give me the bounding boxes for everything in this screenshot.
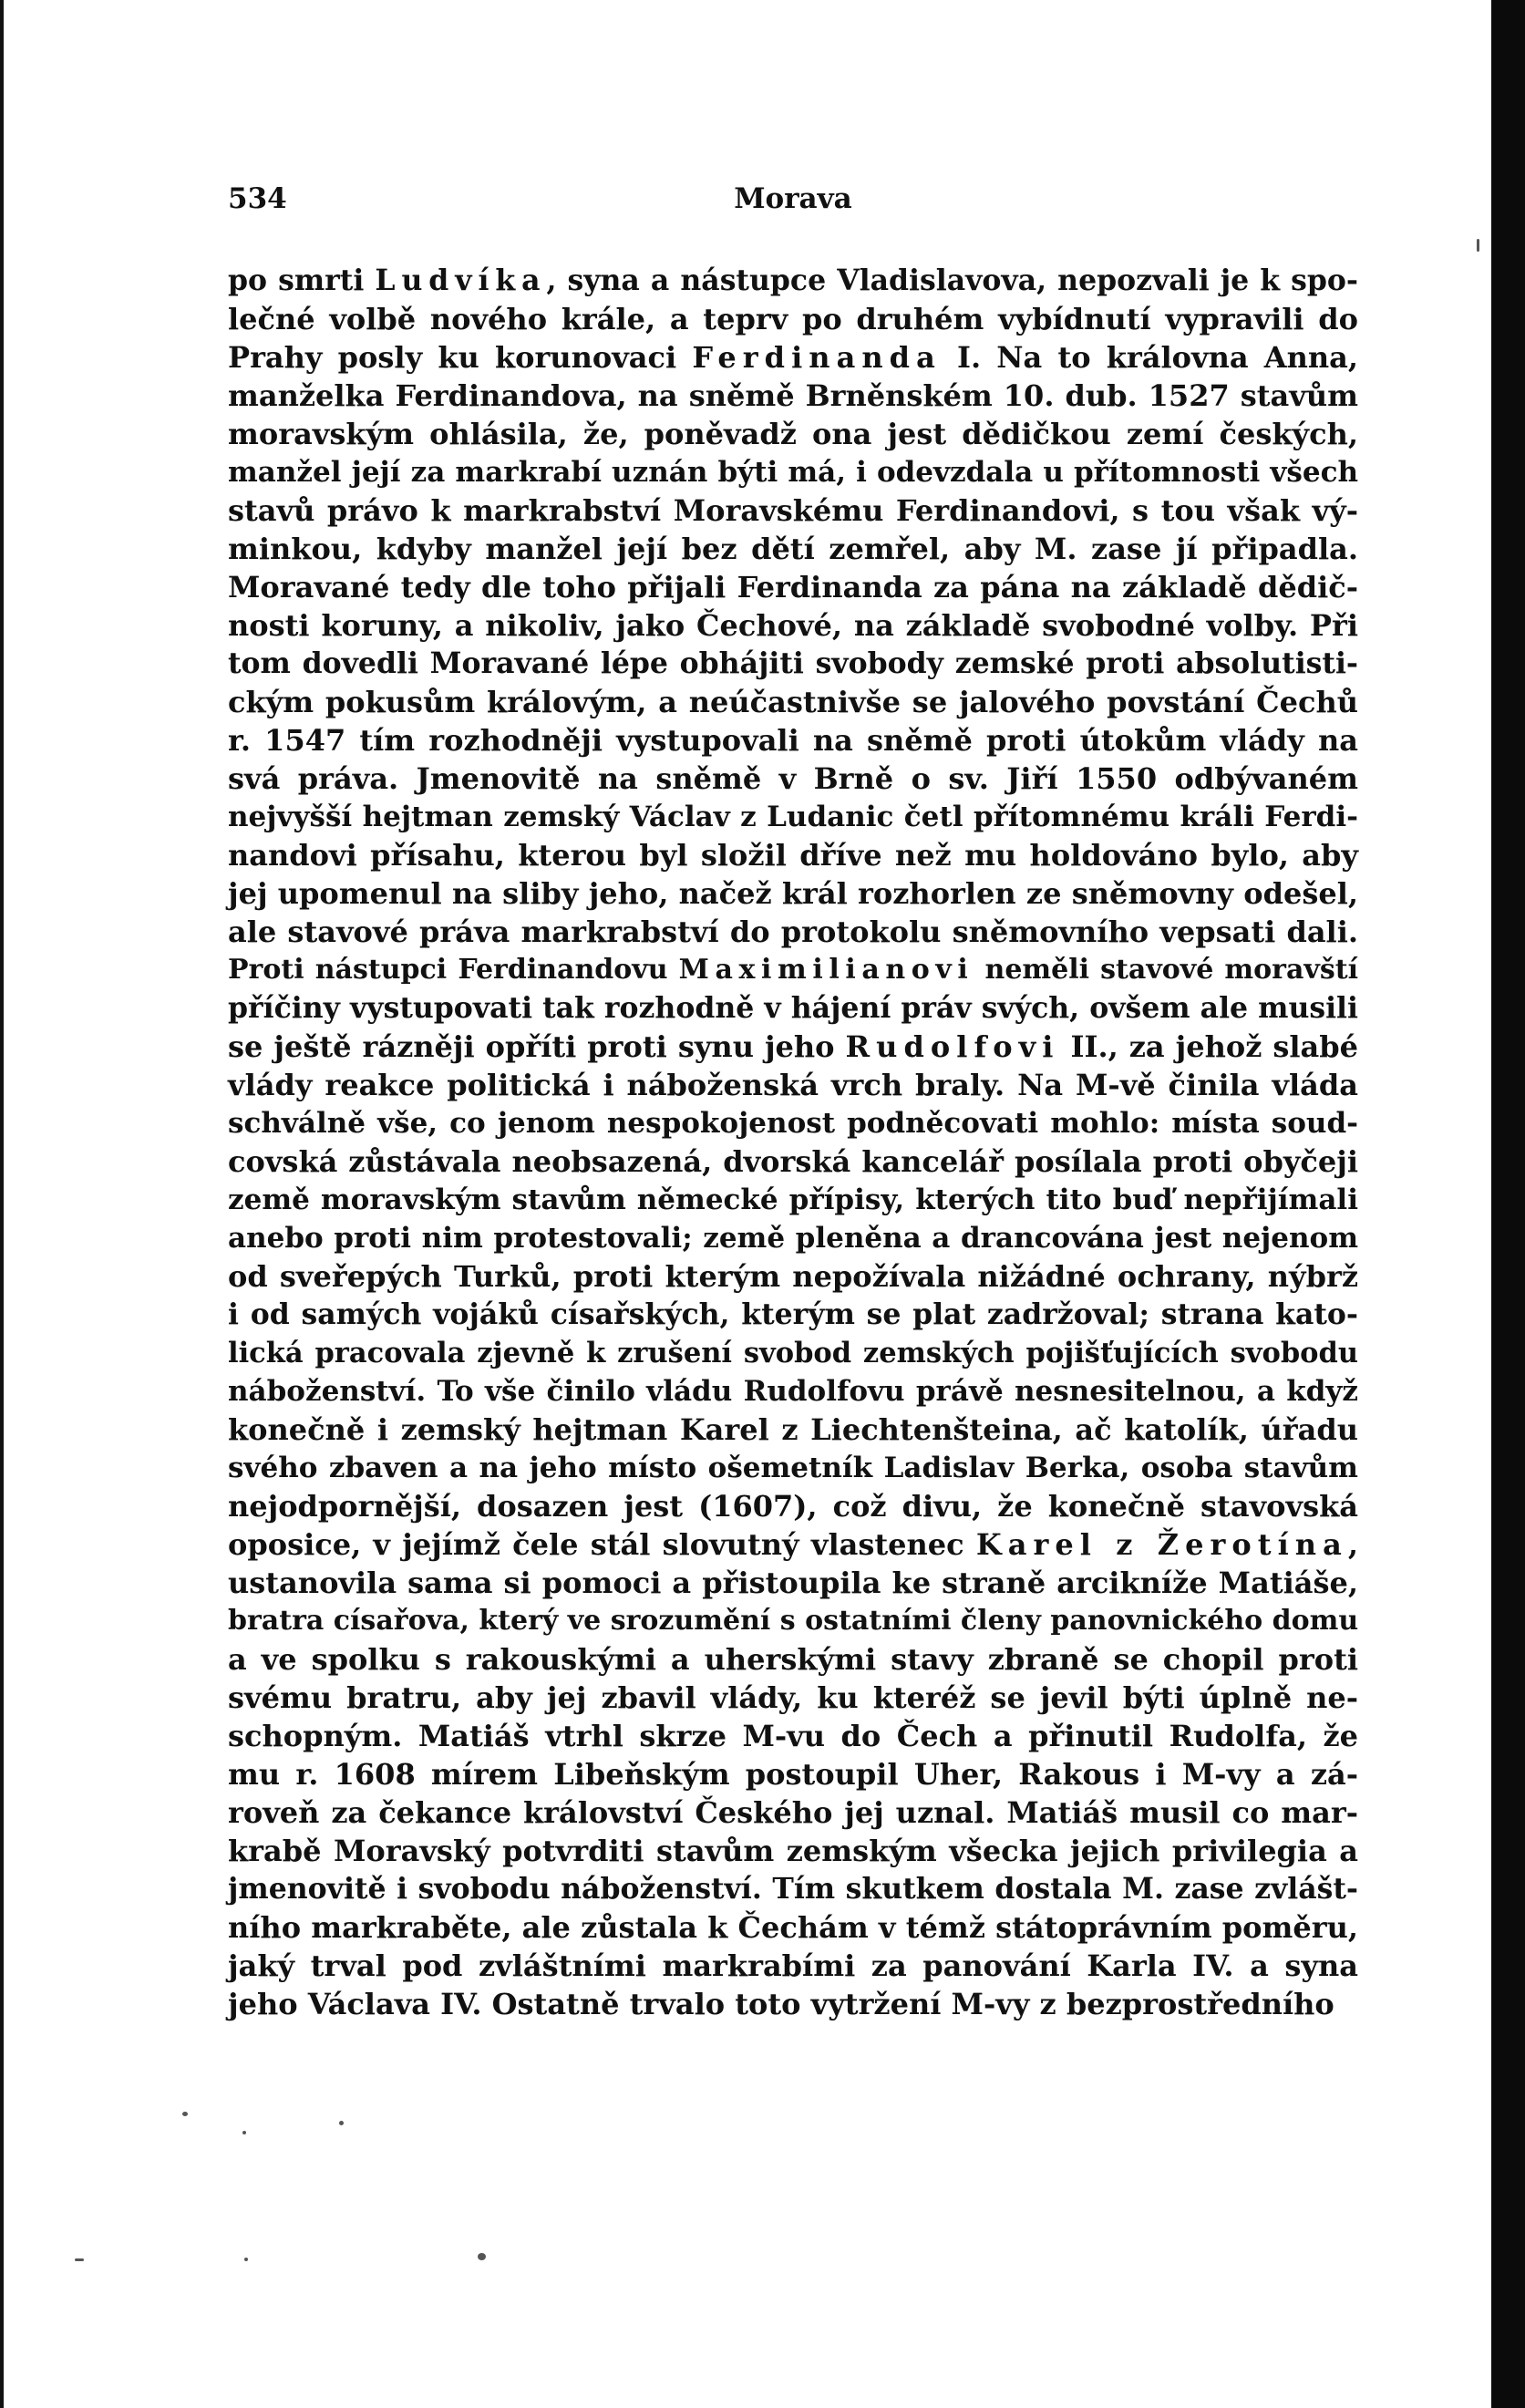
text-segment: I. Na to královna Anna,: [941, 340, 1359, 375]
text-line: [228, 645, 1358, 683]
text-line: [228, 1219, 1358, 1257]
text-segment: od sveřepých Turků, proti kterým nepožívala nižádné ochrany, nýbrž: [228, 1259, 1358, 1294]
text-line: [228, 1679, 1358, 1717]
text-segment: lečné volbě nového krále, a teprv po druhém vybídnutí vypravili do: [228, 302, 1358, 336]
text-line: [228, 1257, 1358, 1296]
page-header: [228, 182, 1358, 228]
text-segment: náboženství. To vše činilo vládu Rudolfovu právě nesnesitelnou, a když: [228, 1375, 1358, 1408]
text-line: [228, 568, 1358, 606]
print-speck: [182, 2112, 188, 2116]
text-segment: moravským ohlásila, že, poněvadž ona jest dědičkou zemí českých,: [228, 417, 1358, 451]
text-segment: , syna a nástupce Vladislavova, nepozvali je k spo-: [546, 264, 1358, 297]
text-line: [228, 1908, 1358, 1947]
text-line: [228, 721, 1358, 760]
text-line: [228, 683, 1358, 721]
text-line: [228, 1793, 1358, 1832]
text-segment: stavů právo k markrabství Moravskému Ferdinandovi, s tou však vý-: [228, 493, 1358, 528]
text-segment: krabě Moravský potvrditi stavům zemským všecka jejich privilegia a: [228, 1834, 1358, 1868]
text-line: [228, 760, 1358, 798]
text-segment: mu r. 1608 mírem Libeňským postoupil Uher, Rakous i M-vy a zá-: [228, 1757, 1358, 1792]
text-segment: ckým pokusům královým, a neúčastnivše se jalového povstání Čechů: [228, 685, 1358, 719]
text-segment: i od samých vojáků císařských, kterým se plat zadržoval; strana kato-: [228, 1297, 1358, 1331]
spaced-name: Rudolfovi: [845, 1029, 1060, 1064]
text-segment: země moravským stavům německé přípisy, kterých tito buď nepřijímali: [228, 1183, 1358, 1216]
text-segment: manželka Ferdinandova, na sněmě Brněnském 10. dub. 1527 stavům: [228, 378, 1358, 413]
spaced-name: Ferdinanda: [692, 340, 942, 375]
text-segment: jej upomenul na sliby jeho, načež král rozhorlen ze sněmovny odešel,: [228, 876, 1358, 911]
print-speck: [478, 2253, 486, 2260]
text-line: [228, 1487, 1358, 1525]
scan-border: [1491, 0, 1525, 2408]
text-segment: ale stavové práva markrabství do protokolu sněmovního vepsati dali.: [228, 915, 1358, 949]
text-segment: schopným. Matiáš vtrhl skrze M-vu do Čech a přinutil Rudolfa, že: [228, 1719, 1358, 1753]
text-segment: a ve spolku s rakouskými a uherskými stavy zbraně se chopil proti: [228, 1642, 1358, 1677]
text-line: [228, 1525, 1358, 1564]
text-segment: příčiny vystupovati tak rozhodně v hájení práv svých, ovšem ale musili: [228, 991, 1358, 1025]
text-line: [228, 951, 1358, 989]
body-text: [228, 262, 1358, 2023]
text-line: [228, 798, 1358, 836]
text-line: [228, 1411, 1358, 1449]
book-page: [4, 0, 1491, 2408]
text-line: [228, 1564, 1358, 1602]
text-line: [228, 1372, 1358, 1411]
text-line: [228, 836, 1358, 874]
spaced-name: Maximilianovi: [678, 954, 974, 986]
text-segment: jaký trval pod zvláštními markrabími za panování Karla IV. a syna: [228, 1948, 1358, 1983]
running-head: Morava: [734, 182, 852, 215]
text-segment: minkou, kdyby manžel její bez dětí zemřel, aby M. zase jí připadla.: [228, 532, 1358, 566]
text-segment: neměli stavové moravští: [974, 954, 1359, 986]
text-line: [228, 1985, 1358, 2023]
text-segment: covská zůstávala neobsazená, dvorská kancelář posílala proti obyčeji: [228, 1144, 1358, 1179]
text-line: [228, 1947, 1358, 1985]
page-number: 534: [228, 182, 287, 215]
text-segment: nosti koruny, a nikoliv, jako Čechové, na základě svobodné volby. Při: [228, 608, 1358, 643]
text-segment: konečně i zemský hejtman Karel z Liechtenšteina, ač katolík, úřadu: [228, 1412, 1358, 1447]
text-line: [228, 874, 1358, 913]
text-line: [228, 453, 1358, 491]
text-line: [228, 1755, 1358, 1793]
text-segment: II., za jehož slabé: [1059, 1029, 1359, 1064]
text-line: [228, 1028, 1358, 1066]
text-line: [228, 913, 1358, 951]
text-line: [228, 1066, 1358, 1104]
text-line: [228, 415, 1358, 453]
text-segment: Prahy posly ku korunovaci: [228, 340, 693, 375]
text-segment: ního markraběte, ale zůstala k Čechám v témž státoprávním poměru,: [228, 1910, 1358, 1945]
text-line: [228, 1296, 1358, 1334]
text-line: [228, 300, 1358, 338]
text-line: [228, 377, 1358, 415]
text-segment: manžel její za markrabí uznán býti má, i odevzdala u přítomnosti všech: [228, 456, 1358, 489]
print-speck: [1477, 239, 1479, 252]
text-line: [228, 1717, 1358, 1755]
text-line: [228, 1832, 1358, 1870]
text-line: [228, 1334, 1358, 1372]
text-line: [228, 1640, 1358, 1679]
text-segment: tom dovedli Moravané lépe obhájiti svobody zemské proti absolutisti-: [228, 646, 1358, 680]
text-segment: nandovi přísahu, kterou byl složil dříve než mu holdováno bylo, aby: [228, 838, 1358, 873]
text-segment: jmenovitě i svobodu náboženství. Tím skutkem dostala M. zase zvlášt-: [228, 1872, 1358, 1906]
text-line: [228, 1602, 1358, 1640]
text-line: [228, 262, 1358, 300]
text-line: [228, 338, 1358, 377]
text-segment: ustanovila sama si pomoci a přistoupila ke straně arcikníže Matiáše,: [228, 1566, 1358, 1600]
text-segment: po smrti: [228, 264, 376, 297]
text-segment: roveň za čekance království Českého jej uznal. Matiáš musil co mar-: [228, 1795, 1358, 1830]
text-segment: se ještě rázněji opříti proti synu jeho: [228, 1029, 846, 1064]
print-speck: [339, 2121, 344, 2125]
text-segment: anebo proti nim protestovali; země pleněna a drancována jest nejenom: [228, 1222, 1358, 1255]
text-segment: bratra císařova, který ve srozumění s ostatními členy panovnického domu: [228, 1605, 1359, 1637]
text-segment: lická pracovala zjevně k zrušení svobod zemských pojišťujících svobodu: [228, 1337, 1358, 1369]
text-segment: Moravané tedy dle toho přijali Ferdinanda za pána na základě dědič-: [228, 570, 1358, 605]
print-speck: [75, 2258, 84, 2261]
text-segment: jeho Václava IV. Ostatně trvalo toto vytržení M-vy z bezprostředního: [228, 1987, 1334, 2021]
text-segment: oposice, v jejímž čele stál slovutný vlastenec: [228, 1527, 976, 1562]
spaced-name: Ludvíka: [375, 264, 547, 297]
print-speck: [244, 2258, 248, 2261]
spaced-name: Karel z Žerotína: [975, 1527, 1348, 1562]
text-segment: nejvyšší hejtman zemský Václav z Ludanic četl přítomnému králi Ferdi-: [228, 801, 1358, 833]
text-segment: nejodpornější, dosazen jest (1607), což divu, že konečně stavovská: [228, 1489, 1358, 1524]
text-line: [228, 989, 1358, 1028]
text-line: [228, 1142, 1358, 1181]
text-line: [228, 530, 1358, 568]
text-segment: svého zbaven a na jeho místo ošemetník Ladislav Berka, osoba stavům: [228, 1452, 1358, 1484]
text-segment: ,: [1347, 1527, 1359, 1562]
text-segment: svá práva. Jmenovitě na sněmě v Brně o sv. Jiří 1550 odbývaném: [228, 761, 1358, 796]
text-segment: Proti nástupci Ferdinandovu: [228, 954, 679, 986]
text-line: [228, 1870, 1358, 1908]
text-segment: vlády reakce politická i náboženská vrch braly. Na M-vě činila vláda: [228, 1068, 1358, 1102]
print-speck: [242, 2131, 246, 2134]
text-segment: svému bratru, aby jej zbavil vlády, ku kteréž se jevil býti úplně ne-: [228, 1680, 1358, 1715]
text-segment: r. 1547 tím rozhodněji vystupovali na sněmě proti útokům vlády na: [228, 723, 1358, 758]
text-line: [228, 1181, 1358, 1219]
text-line: [228, 1104, 1358, 1142]
text-line: [228, 491, 1358, 530]
text-line: [228, 606, 1358, 645]
text-line: [228, 1449, 1358, 1487]
text-segment: schválně vše, co jenom nespokojenost podněcovati mohlo: místa soud-: [228, 1107, 1358, 1140]
